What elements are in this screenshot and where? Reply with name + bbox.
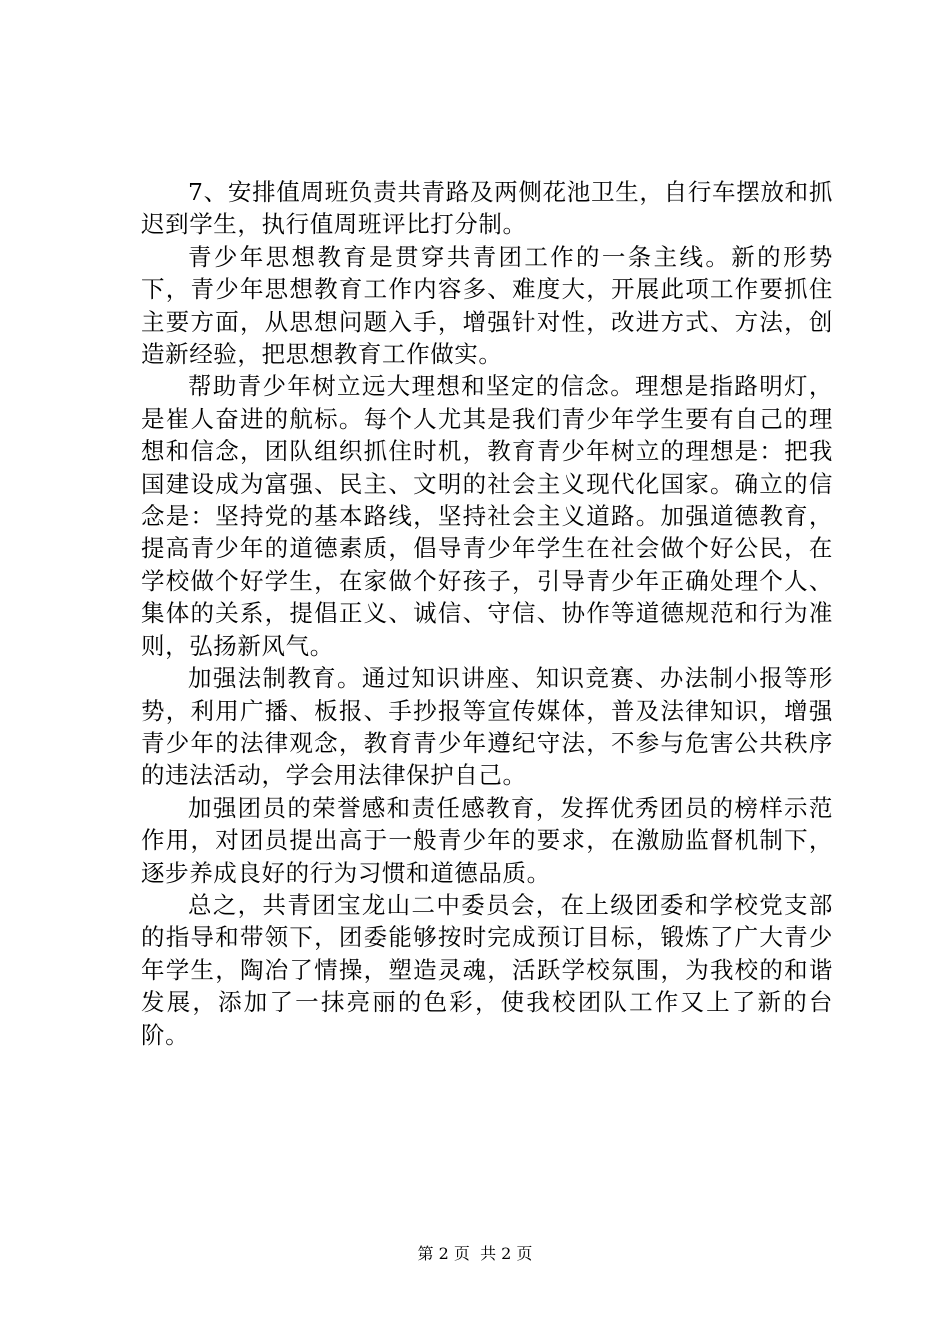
paragraph-5: 加强团员的荣誉感和责任感教育，发挥优秀团员的榜样示范作用，对团员提出高于一般青少年的要求，在激励监督机制下，逐步养成良好的行为习惯和道德品质。 (141, 793, 833, 887)
page-footer (0, 1243, 950, 1265)
paragraph-4: 加强法制教育。通过知识讲座、知识竞赛、办法制小报等形势，利用广播、板报、手抄报等宣传媒体，普及法律知识，增强青少年的法律观念，教育青少年遵纪守法，不参与危害公共秩序的违法活动，学会用法律保护自己。 (141, 664, 833, 790)
document-body (141, 176, 833, 1051)
paragraph-2: 青少年思想教育是贯穿共青团工作的一条主线。新的形势下，青少年思想教育工作内容多、难度大，开展此项工作要抓住主要方面，从思想问题入手，增强针对性，改进方式、方法，创造新经验，把思想教育工作做实。 (141, 242, 833, 369)
paragraph-1: 7、安排值周班负责共青路及两侧花池卫生，自行车摆放和抓迟到学生，执行值周班评比打分制。 (141, 178, 833, 239)
paragraph-6: 总之，共青团宝龙山二中委员会，在上级团委和学校党支部的指导和带领下，团委能够按时完成预订目标，锻炼了广大青少年学生，陶冶了情操，塑造灵魂，活跃学校氛围，为我校的和谐发展，添加了一抹亮丽的色彩，使我校团队工作又上了新的台阶。 (141, 890, 833, 1049)
page-number: 第 2 页 共 2 页 (417, 1244, 533, 1263)
paragraph-3: 帮助青少年树立远大理想和坚定的信念。理想是指路明灯，是崔人奋进的航标。每个人尤其是我们青少年学生要有自己的理想和信念，团队组织抓住时机，教育青少年树立的理想是：把我国建设成为富强、民主、文明的社会主义现代化国家。确立的信念是：坚持党的基本路线，坚持社会主义道路。加强道德教育，提高青少年的道德素质，倡导青少年学生在社会做个好公民，在学校做个好学生，在家做个好孩子，引导青少年正确处理个人、集体的关系，提倡正义、诚信、守信、协作等道德规范和行为准则，弘扬新风气。 (141, 372, 833, 660)
